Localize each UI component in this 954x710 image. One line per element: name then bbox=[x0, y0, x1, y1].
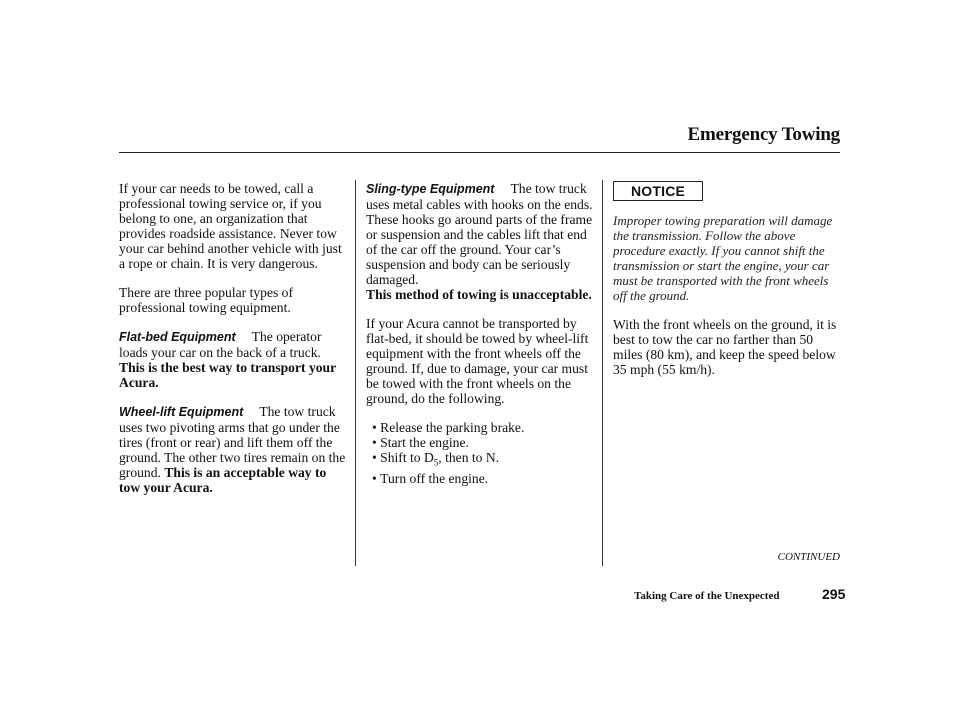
transport-paragraph: If your Acura cannot be transported by flat-bed, it should be towed by wheel-lift equipment with the front wheels off the ground. If, due to damage, your car must be towed with the front wheels on the ground, do the following. bbox=[366, 316, 589, 406]
page-number: 295 bbox=[822, 586, 846, 602]
steps-list bbox=[366, 420, 594, 486]
wheellift-text: The tow truck uses two pivoting arms that go under the tires (front or rear) and lift them off the ground. The other two tires remain on the ground. bbox=[119, 404, 346, 480]
sling-bold: This method of towing is unacceptable. bbox=[366, 287, 592, 302]
column-3 bbox=[613, 181, 840, 391]
list-item: • Release the parking brake. bbox=[372, 420, 594, 435]
flatbed-label: Flat-bed Equipment bbox=[119, 330, 236, 344]
list-item: • Turn off the engine. bbox=[372, 471, 594, 486]
wheellift-label: Wheel-lift Equipment bbox=[119, 405, 244, 419]
header-rule bbox=[119, 152, 840, 153]
column-divider-1 bbox=[355, 180, 356, 566]
flatbed-paragraph bbox=[119, 329, 349, 390]
sling-label: Sling-type Equipment bbox=[366, 182, 495, 196]
shift-text-end: , then to N. bbox=[438, 450, 500, 465]
flatbed-text: The operator loads your car on the back of a truck. bbox=[119, 329, 322, 360]
sling-paragraph bbox=[366, 181, 594, 287]
flatbed-bold: This is the best way to transport your Acura. bbox=[119, 360, 336, 390]
list-item: • Start the engine. bbox=[372, 435, 594, 450]
wheellift-bold: This is an acceptable way to tow your Acura. bbox=[119, 465, 327, 495]
towing-distance-paragraph: With the front wheels on the ground, it is best to tow the car no farther than 50 miles (80 km), and keep the speed below 35 mph (55 km/h). bbox=[613, 317, 837, 377]
page-title: Emergency Towing bbox=[687, 124, 840, 145]
types-paragraph: There are three popular types of professional towing equipment. bbox=[119, 285, 293, 315]
notice-badge: NOTICE bbox=[613, 181, 703, 201]
section-name: Taking Care of the Unexpected bbox=[634, 590, 780, 602]
sling-text: The tow truck uses metal cables with hooks on the ends. These hooks go around parts of the frame or suspension and the cables lift that end of the car off the ground. Your car’s suspension and body can be seriously damaged. bbox=[366, 181, 593, 287]
shift-text: Shift to D bbox=[380, 450, 434, 465]
column-divider-2 bbox=[602, 180, 603, 566]
column-2 bbox=[366, 181, 594, 486]
wheellift-paragraph bbox=[119, 404, 349, 495]
gear-subscript: 5 bbox=[433, 457, 439, 468]
column-1 bbox=[119, 181, 349, 509]
list-item bbox=[372, 450, 594, 471]
notice-text: Improper towing preparation will damage the transmission. Follow the above procedure exactly. If you cannot shift the transmission or start the engine, your car must be transported with the front wheels off the ground. bbox=[613, 213, 833, 303]
continued-label: CONTINUED bbox=[777, 551, 840, 563]
intro-paragraph: If your car needs to be towed, call a professional towing service or, if you belong to one, an organization that provides roadside assistance. Never tow your car behind another vehicle with just a rope or chain. It is very dangerous. bbox=[119, 181, 342, 271]
